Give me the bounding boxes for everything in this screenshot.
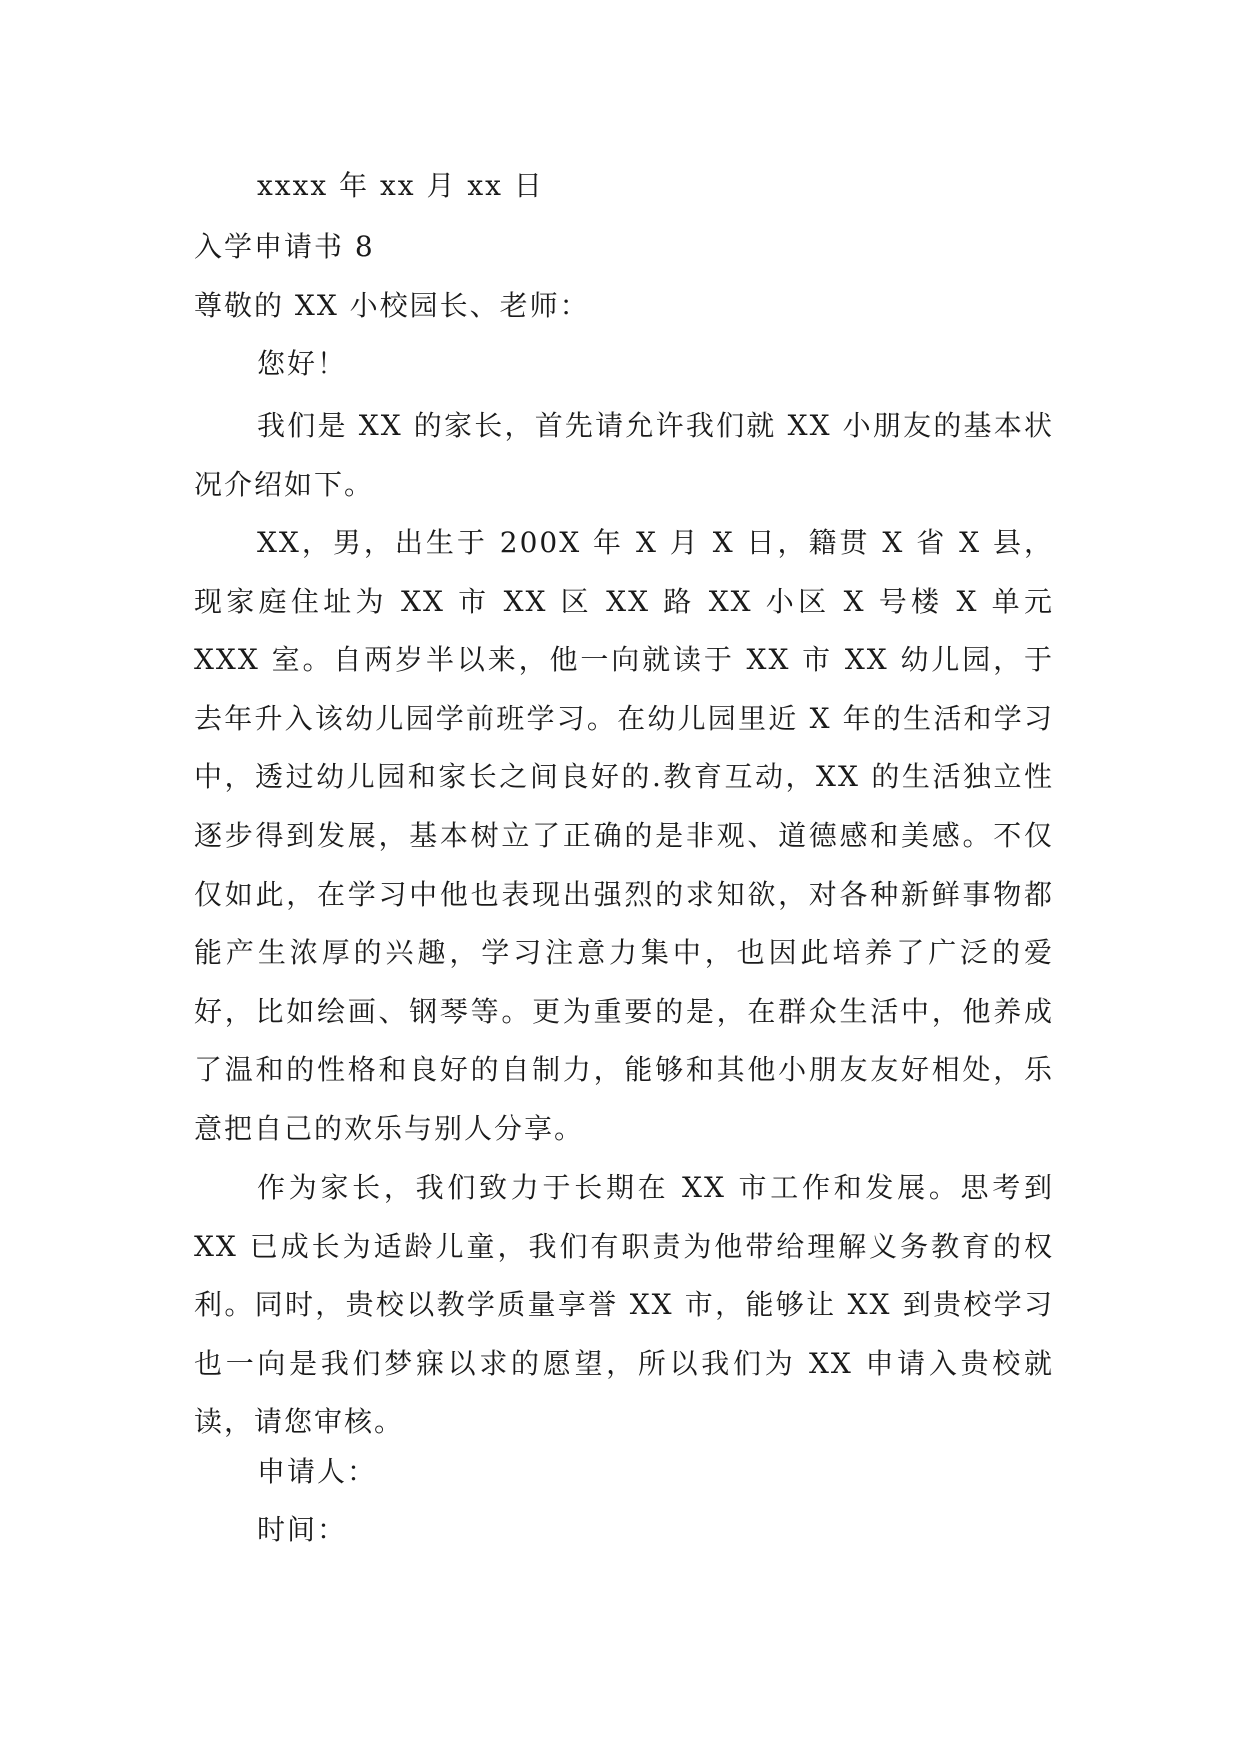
paragraph-intro: 我们是 XX 的家长，首先请允许我们就 XX 小朋友的基本状况介绍如下。 [194,409,1054,501]
greeting: 您好！ [257,347,348,380]
salutation: 尊敬的 XX 小校园长、老师： [194,289,590,322]
paragraph-request: 作为家长，我们致力于长期在 XX 市工作和发展。思考到 XX 已成长为适龄儿童，我们有职责为他带给理解义务教育的权利。同时，贵校以教学质量享誉 XX 市，能够让 XX 到贵校学习也一向是我们梦寐以求的愿望，所以我们为 XX 申请入贵校就读，请您审核。 [194,1171,1054,1439]
time-label: 时间： [257,1513,348,1546]
document-title: 入学申请书 8 [194,230,375,263]
signer-label: 申请人： [257,1455,378,1488]
paragraph-child-description: XX，男，出生于 200X 年 X 月 X 日，籍贯 X 省 X 县，现家庭住址为 XX 市 XX 区 XX 路 XX 小区 X 号楼 X 单元 XXX 室。自两岁半以来，他一向就读于 XX 市 XX 幼儿园，于去年升入该幼儿园学前班学习。在幼儿园里近 X 年的生活和学习中，透过幼儿园和家长之间良好的.教育互动，XX 的生活独立性逐步得到发展，基本树立了正确的是非观、道德感和美感。不仅仅如此，在学习中他也表现出强烈的求知欲，对各种新鲜事物都能产生浓厚的兴趣，学习注意力集中，也因此培养了广泛的爱好，比如绘画、钢琴等。更为重要的是，在群众生活中，他养成了温和的性格和良好的自制力，能够和其他小朋友友好相处，乐意把自己的欢乐与别人分享。 [194,526,1054,1145]
date-line: xxxx 年 xx 月 xx 日 [257,169,544,202]
